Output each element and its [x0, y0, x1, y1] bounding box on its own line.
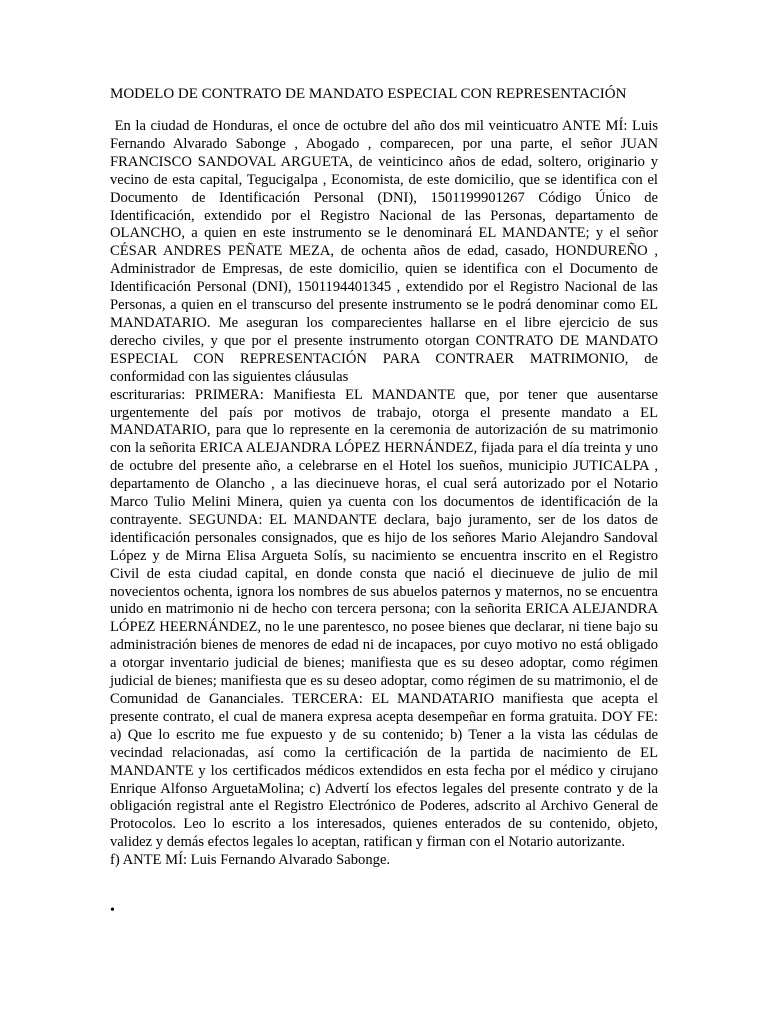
paragraph-clauses: escriturarias: PRIMERA: Manifiesta EL MANDANTE que, por tener que ausentarse urgentemente del país por motivos de trabajo, otorga el presente mandato a EL MANDATARIO, para que lo represente en la ceremonia de autorización de su matrimonio con la señorita ERICA ALEJANDRA LÓPEZ HERNÁNDEZ, fijada para el día treinta y uno de octubre del presente año, a celebrarse en el Hotel los sueños, municipio JUTICALPA , departamento de Olancho , a las diecinueve horas, el cual será autorizado por el Notario Marco Tulio Melini Minera, quien ya cuenta con los documentos de identificación de la contrayente. SEGUNDA: EL MANDANTE declara, bajo juramento, ser de los datos de identificación personales consignados, que es hijo de los señores Mario Alejandro Sandoval López y de Mirna Elisa Argueta Solís, su nacimiento se encuentra inscrito en el Registro Civil de esta ciudad capital, en donde consta que nació el diecinueve de julio de mil novecientos ochenta, ignora los nombres de sus abuelos paternos y maternos, no se encuentra unido en matrimonio ni de hecho con tercera persona; con la señorita ERICA ALEJANDRA LÓPEZ HEERNÁNDEZ, no le une parentesco, no posee bienes que declarar, ni tiene bajo su administración bienes de menores de edad ni de incapaces, por cuyo motivo no está obligado a otorgar inventario judicial de bienes; manifiesta que es su deseo adoptar, como régimen judicial de bienes; manifiesta que es su deseo adoptar, como régimen de su matrimonio, el de Comunidad de Gananciales. TERCERA: EL MANDATARIO manifiesta que acepta el presente contrato, el cual de manera expresa acepta desempeñar en forma gratuita. DOY FE: a) Que lo escrito me fue expuesto y de su contenido; b) Tener a la vista las cédulas de vecindad relacionadas, así como la certificación de la partida de nacimiento de EL MANDANTE y los certificados médicos extendidos en esta fecha por el médico y cirujano Enrique Alfonso ArguetaMolina; c) Advertí los efectos legales del presente contrato y de la obligación registral ante el Registro Electrónico de Poderes, adscrito al Archivo General de Protocolos. Leo lo escrito a los interesados, quienes enterados de su contenido, objeto, validez y demás efectos legales lo aceptan, ratifican y firman con el Notario autorizante.	[110, 386, 658, 851]
paragraph-intro: En la ciudad de Honduras, el once de octubre del año dos mil veinticuatro ANTE MÍ: Luis Fernando Alvarado Sabonge , Abogado , comparecen, por una parte, el señor JUAN FRANCISCO SANDOVAL ARGUETA, de veinticinco años de edad, soltero, originario y vecino de esta capital, Tegucigalpa , Economista, de este domicilio, que se identifica con el Documento de Identificación Personal (DNI), 1501199901267 Código Único de Identificación, extendido por el Registro Nacional de las Personas, departamento de OLANCHO, a quien en este instrumento se le denominará EL MANDANTE; y el señor CÉSAR ANDRES PEÑATE MEZA, de ochenta años de edad, casado, HONDUREÑO , Administrador de Empresas, de este domicilio, quien se identifica con el Documento de Identificación Personal (DNI), 1501194401345 , extendido por el Registro Nacional de las Personas, a quien en el transcurso del presente instrumento se le podrá denominar como EL MANDATARIO. Me aseguran los comparecientes hallarse en el libre ejercicio de sus derecho civiles, y que por el presente instrumento otorgan CONTRATO DE MANDATO ESPECIAL CON REPRESENTACIÓN PARA CONTRAER MATRIMONIO, de conformidad con las siguientes cláusulas	[110, 118, 658, 385]
signature-line: f) ANTE MÍ: Luis Fernando Alvarado Sabonge.	[110, 852, 391, 869]
document-title: MODELO DE CONTRATO DE MANDATO ESPECIAL CON REPRESENTACIÓN	[110, 86, 627, 102]
document-page	[110, 84, 658, 870]
document-body	[110, 118, 658, 852]
list-bullet: •	[110, 903, 115, 918]
